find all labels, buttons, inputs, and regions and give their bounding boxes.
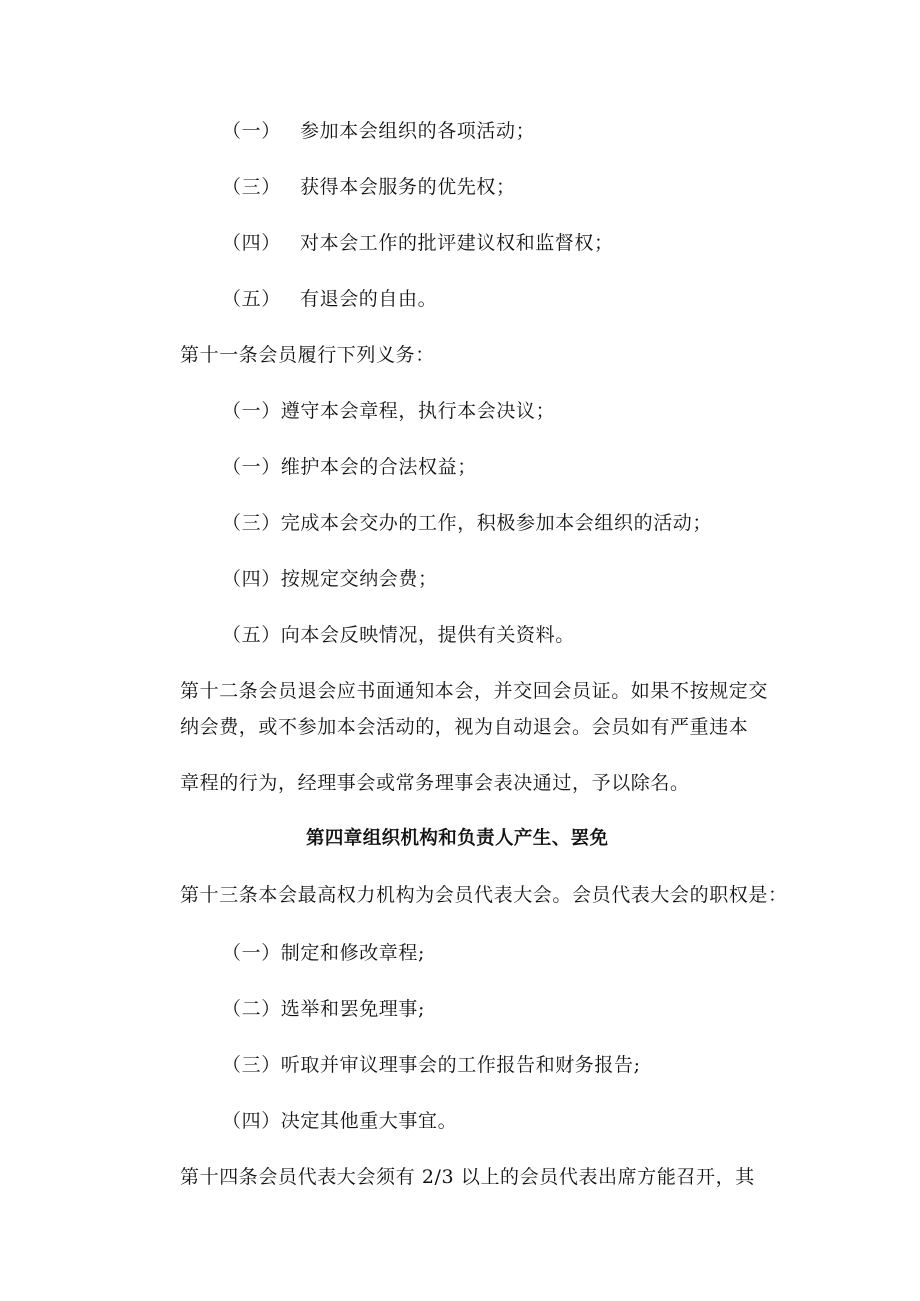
rights-item-number: （五）: [222, 288, 281, 310]
rights-item-number: （一）: [222, 120, 281, 142]
duty-item: （三）完成本会交办的工作，积极参加本会组织的活动；: [222, 512, 713, 534]
rights-item-text: 参加本会组织的各项活动；: [300, 120, 536, 142]
rights-item: [222, 230, 614, 256]
chapter-heading: 第四章组织机构和负责人产生、罢免: [306, 828, 609, 849]
rights-item-text: 对本会工作的批评建议权和监督权；: [300, 232, 614, 254]
rights-item-number: （三）: [222, 176, 281, 198]
article-12-line: 章程的行为，经理事会或常务理事会表决通过，予以除名。: [180, 772, 690, 794]
rights-item: [222, 174, 516, 200]
duty-item: （一）遵守本会章程，执行本会决议；: [222, 400, 556, 422]
rights-item-text: 获得本会服务的优先权；: [300, 176, 516, 198]
rights-item-number: （四）: [222, 232, 281, 254]
article-11-title: 第十一条会员履行下列义务：: [180, 344, 435, 366]
power-item: （二）选举和罢免理事;: [222, 998, 426, 1020]
article-12-line: 纳会费，或不参加本会活动的，视为自动退会。会员如有严重违本: [180, 716, 749, 738]
article-13-title: 第十三条本会最高权力机构为会员代表大会。会员代表大会的职权是：: [180, 884, 788, 906]
rights-item: [222, 118, 535, 144]
power-item: （三）听取并审议理事会的工作报告和财务报告;: [222, 1054, 641, 1076]
duty-item: （四）按规定交纳会费；: [222, 568, 438, 590]
duty-item: （五）向本会反映情况，提供有关资料。: [222, 624, 575, 646]
rights-item: [222, 286, 437, 312]
power-item: （一）制定和修改章程;: [222, 942, 426, 964]
rights-item-text: 有退会的自由。: [300, 288, 438, 310]
duty-item: （一）维护本会的合法权益；: [222, 456, 477, 478]
article-12-line: 第十二条会员退会应书面通知本会，并交回会员证。如果不按规定交: [180, 680, 769, 702]
power-item: （四）决定其他重大事宜。: [222, 1110, 458, 1132]
article-14-line: 第十四条会员代表大会须有 2/3 以上的会员代表出席方能召开，其: [180, 1166, 755, 1188]
